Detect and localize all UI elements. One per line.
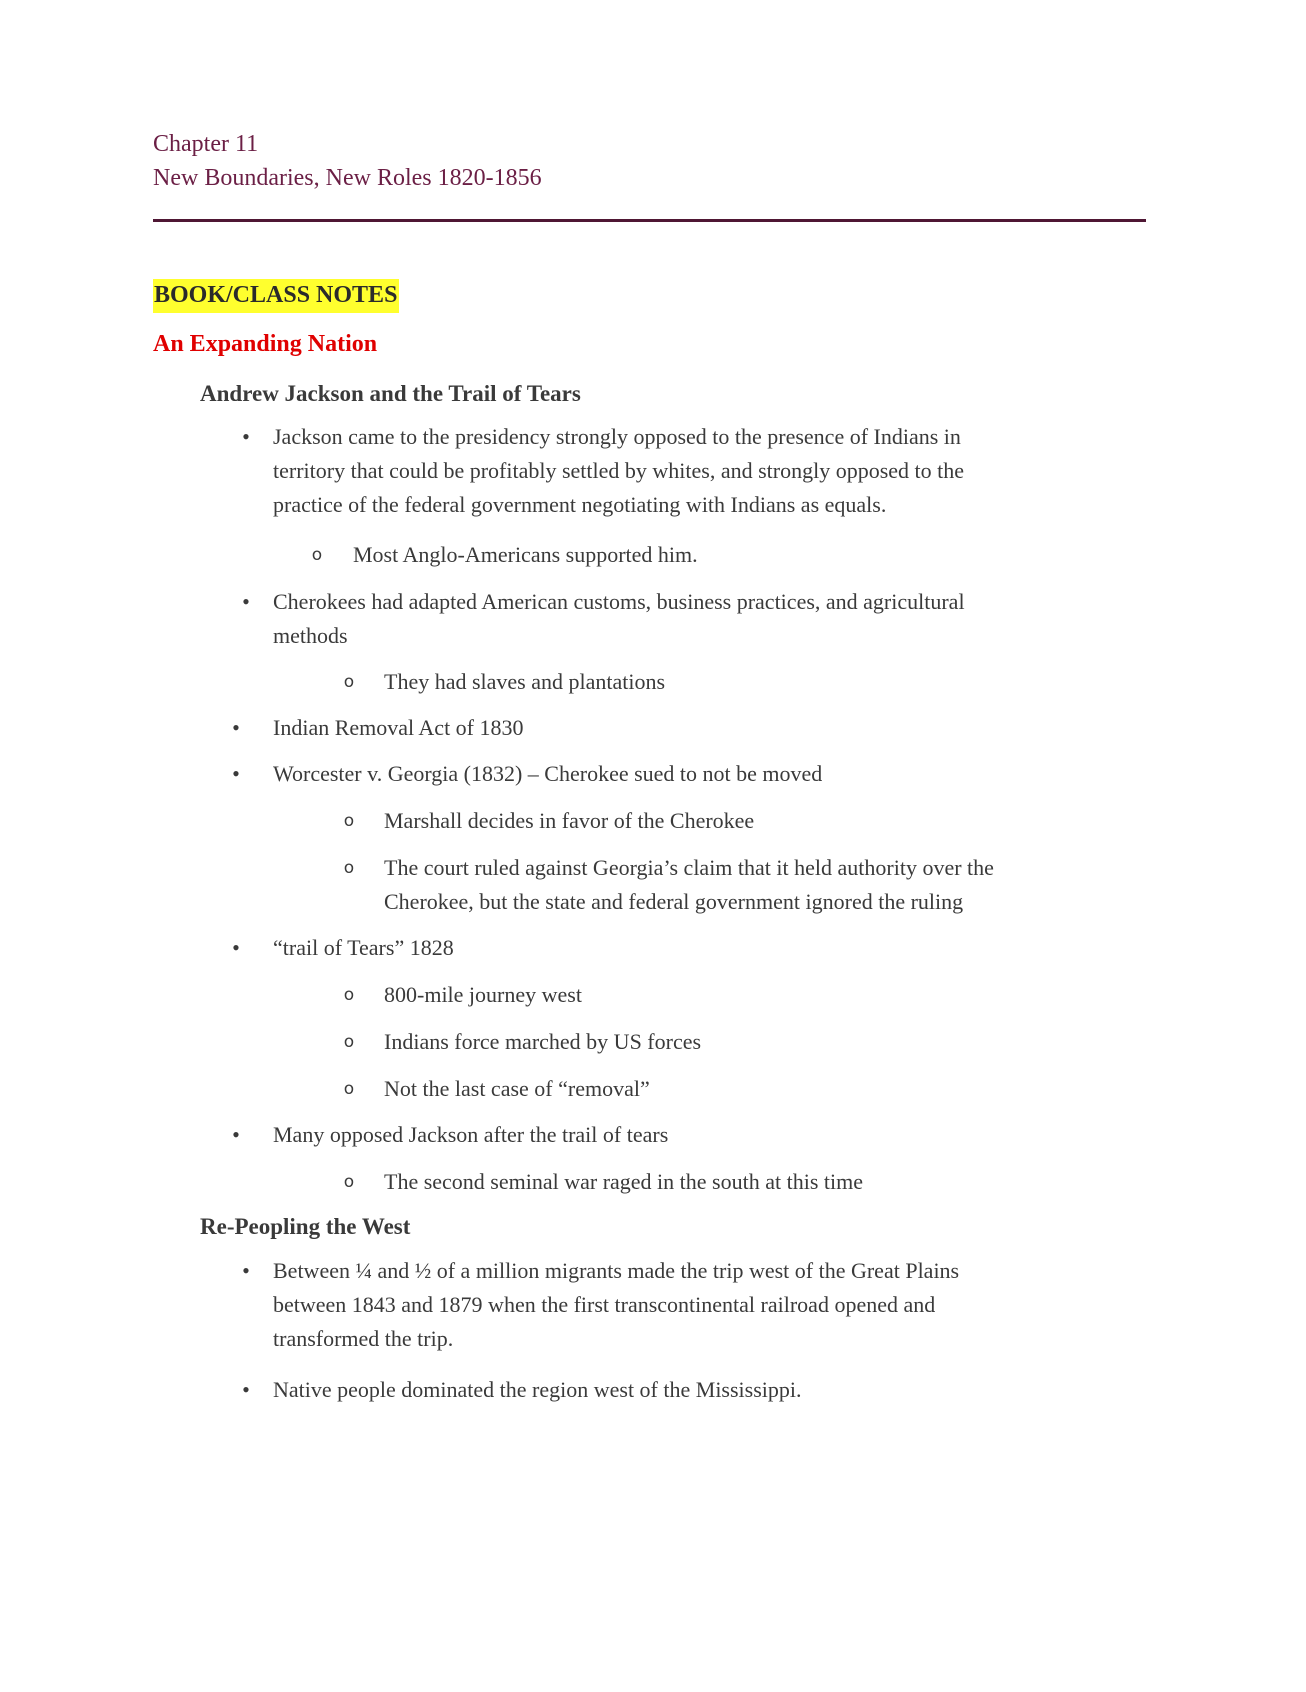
list-subitem-line: Cherokee, but the state and federal government ignored the ruling: [384, 889, 964, 914]
chapter-label: Chapter 11: [153, 131, 259, 157]
section-title: An Expanding Nation: [153, 331, 378, 357]
list-item-line: Cherokees had adapted American customs, business practices, and agricultural: [273, 589, 965, 614]
bullet-icon: •: [242, 589, 250, 614]
list-item-line: Worcester v. Georgia (1832) – Cherokee sued to not be moved: [273, 761, 823, 786]
header-rule: [153, 219, 1146, 222]
list-item-line: Jackson came to the presidency strongly opposed to the presence of Indians in: [273, 424, 961, 449]
list-subitem-line: The second seminal war raged in the south at this time: [384, 1169, 863, 1194]
bullet-icon: •: [242, 1377, 250, 1402]
bullet-icon: •: [232, 761, 240, 786]
list-item-line: “trail of Tears” 1828: [273, 935, 454, 960]
list-subitem-line: Most Anglo-Americans supported him.: [353, 542, 698, 567]
list-item-line: Indian Removal Act of 1830: [273, 715, 524, 740]
circle-bullet-icon: o: [343, 1032, 355, 1052]
circle-bullet-icon: o: [343, 672, 355, 692]
notes-label: BOOK/CLASS NOTES: [153, 279, 399, 313]
list-item-line: methods: [273, 623, 348, 648]
list-item-line: Many opposed Jackson after the trail of tears: [273, 1122, 669, 1147]
list-item-line: territory that could be profitably settled by whites, and strongly opposed to the: [273, 458, 965, 483]
subsection-title: Re-Peopling the West: [200, 1214, 411, 1239]
bullet-icon: •: [232, 935, 240, 960]
bullet-icon: •: [232, 715, 240, 740]
bullet-icon: •: [232, 1122, 240, 1147]
bullet-icon: •: [242, 1258, 250, 1283]
list-item-line: practice of the federal government negotiating with Indians as equals.: [273, 492, 887, 517]
list-item-line: Between ¼ and ½ of a million migrants made the trip west of the Great Plains: [273, 1258, 960, 1283]
bullet-icon: •: [242, 424, 250, 449]
list-subitem-line: 800-mile journey west: [384, 982, 582, 1007]
circle-bullet-icon: o: [343, 1079, 355, 1099]
list-item-line: transformed the trip.: [273, 1326, 454, 1351]
circle-bullet-icon: o: [311, 545, 323, 565]
list-subitem-line: Marshall decides in favor of the Cherokee: [384, 808, 755, 833]
chapter-title: New Boundaries, New Roles 1820-1856: [153, 165, 542, 191]
circle-bullet-icon: o: [343, 858, 355, 878]
circle-bullet-icon: o: [343, 985, 355, 1005]
subsection-title: Andrew Jackson and the Trail of Tears: [200, 381, 581, 406]
list-subitem-line: Indians force marched by US forces: [384, 1029, 702, 1054]
list-subitem-line: They had slaves and plantations: [384, 669, 666, 694]
circle-bullet-icon: o: [343, 1172, 355, 1192]
circle-bullet-icon: o: [343, 811, 355, 831]
list-subitem-line: The court ruled against Georgia’s claim that it held authority over the: [384, 855, 994, 880]
list-item-line: between 1843 and 1879 when the first transcontinental railroad opened and: [273, 1292, 936, 1317]
list-item-line: Native people dominated the region west of the Mississippi.: [273, 1377, 802, 1402]
list-subitem-line: Not the last case of “removal”: [384, 1076, 650, 1101]
